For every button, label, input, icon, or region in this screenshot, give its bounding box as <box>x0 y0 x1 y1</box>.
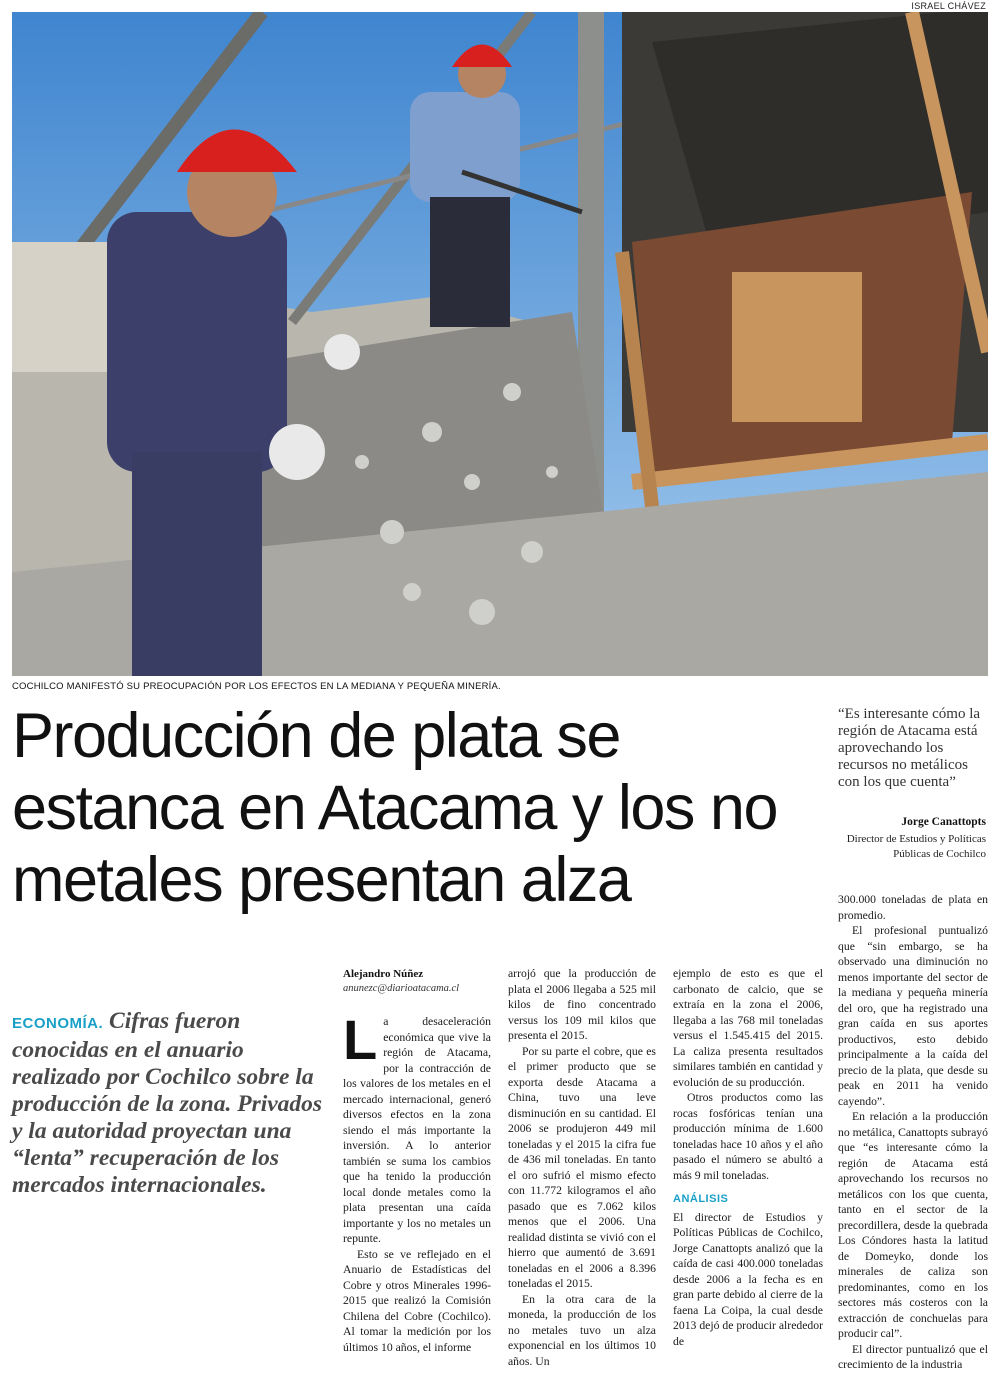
mining-photo <box>12 12 988 676</box>
body-paragraph: El director de Estudios y Políticas Públicas de Cochilco, Jorge Canattopts analizó que la caída de casi 400.000 toneladas desde 2006 a la fecha es en gran parte debido al cierre de la faena La Coipa, la cual desde 2013 dejó de producir alrededor de <box>673 1210 823 1348</box>
body-paragraph: Otros productos como las rocas fosfóricas tenían una producción mínima de 1.600 toneladas hace 10 años y el año pasado el número se abultó a más 9 mil toneladas. <box>673 1091 823 1182</box>
body-paragraph: ejemplo de esto es que el carbonato de calcio, que se extraía en la zona el 2006, llegaba a las 768 mil toneladas versus el 1.545.415 del 2015. La caliza presenta resultados similares también en cantidad y evolución de su producción. <box>673 967 823 1089</box>
section-kicker: ECONOMÍA. <box>12 1015 104 1032</box>
pull-quote: “Es interesante cómo la región de Atacama está aprovechando los recursos no metálicos con los que cuenta” <box>838 706 981 790</box>
body-paragraph: 300.000 toneladas de plata en promedio. <box>838 893 988 922</box>
body-paragraph: Esto se ve reflejado en el Anuario de Estadísticas del Cobre y otros Minerales 1996-2015 que realizó la Comisión Chilena del Cobre (Cochilco). Al tomar la medición por los últimos 10 años, el informe <box>343 1247 491 1354</box>
body-paragraph: Por su parte el cobre, que es el primer producto que se exporta desde Atacama a China, tuvo una leve disminución en su cantidad. El 2006 se produjeron 449 mil toneladas y el 2015 la cifra fue de 436 mil toneladas. En tanto el oro sufrió el mismo efecto con 11.772 kilogramos el año pasado que es 7.062 kilos menos que el 2006. Una realidad distinta se vivió con el hierro que aumentó de 3.691 toneladas en el 2006 a 8.396 toneladas el 2015. <box>508 1044 656 1290</box>
wood-panel <box>732 272 862 422</box>
shed <box>12 242 107 372</box>
headline: Producción de plata se estanca en Atacama y los no metales presentan alza <box>12 701 777 915</box>
section-subhead: ANÁLISIS <box>673 1193 729 1205</box>
body-paragraph: La desaceleración económica que vive la región de Atacama, por la contracción de los valores de los metales en el mercado internacional, generó diversos efectos en la zona siendo el más importante la inversión. A lo anterior también se suma los cambios que ha tenido la producción local donde metales como la plata presentan una caída importante y los no metales un repunte. <box>343 1008 491 1245</box>
body-paragraph: En relación a la producción no metálica, Canattopts subrayó que “es interesante cómo la región de Atacama está aprovechando los recursos no metálicos con los que cuenta, tanto en el sector de la precordillera, desde la quebrada Los Cóndores hasta la latitud de Domeyko, donde los minerales de caliza son predominantes, como en los sectores más costeros con la extracción de conchuelas para producir cal”. <box>838 1110 988 1340</box>
photo-credit: ISRAEL CHÁVEZ <box>911 1 986 11</box>
byline-author: Alejandro Núñez <box>343 968 424 980</box>
body-paragraph: El director puntualizó que el crecimiento de la industria <box>838 1342 988 1371</box>
quote-author: Jorge Canattopts <box>901 816 986 828</box>
mining-photo-illustration <box>12 12 988 676</box>
body-paragraph: El profesional puntualizó que “sin embargo, se ha observado una diminución no menos importante del sector de la mediana y pequeña minería del oro, que ha registrado una gran caída en sus aportes productivos, esto debido principalmente a la caída del precio de la plata, que desde su peak en 2011 ha venido cayendo”. <box>838 924 988 1108</box>
lede-text: Cifras fueron conocidas en el anuario realizado por Cochilco sobre la producción de la zona. Privados y la autoridad proyectan una “lenta” recuperación de los mercados internacionales. <box>12 1008 323 1198</box>
body-column-1 <box>343 1008 491 1355</box>
body-column-3 <box>673 966 823 1349</box>
byline-email: anunezc@diarioatacama.cl <box>343 983 460 994</box>
drop-cap: L <box>343 1008 378 1071</box>
body-column-2 <box>508 966 656 1369</box>
quote-author-role: Director de Estudios y Políticas Públicas de Cochilco <box>846 833 986 860</box>
body-paragraph: arrojó que la producción de plata el 2006 llegaba a 525 mil kilos de fino concentrado versus los 109 mil kilos que presenta el 2015. <box>508 967 656 1042</box>
body-column-4 <box>838 892 988 1373</box>
photo-caption: COCHILCO MANIFESTÓ SU PREOCUPACIÓN POR LOS EFECTOS EN LA MEDIANA Y PEQUEÑA MINERÍA. <box>12 681 501 692</box>
lede <box>12 1008 327 1199</box>
body-paragraph: En la otra cara de la moneda, la producción de los no metales tuvo un alza exponencial en los últimos 10 años. Un <box>508 1292 656 1368</box>
